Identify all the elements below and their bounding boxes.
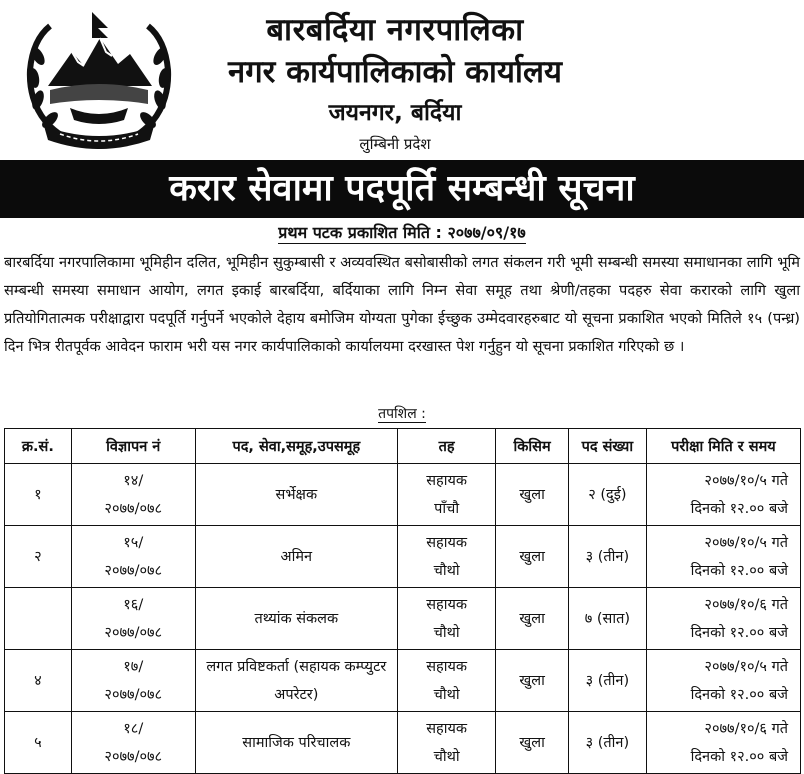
cell-serial: १ <box>5 464 72 526</box>
ad-number-line-1: १५/ <box>123 534 144 551</box>
cell-exam-date <box>646 464 800 526</box>
cell-post-count: ७ (सात) <box>568 588 646 650</box>
cell-level <box>397 464 495 526</box>
level-line-2: चौथो <box>433 624 460 641</box>
ad-number-line-2: २०७७/०७८ <box>104 686 163 703</box>
publication-date <box>0 222 804 244</box>
exam-time-line: दिनको १२.०० बजे <box>690 624 788 641</box>
cell-ad-number <box>71 712 195 774</box>
cell-post: लगत प्रविष्टकर्ता (सहायक कम्प्युटर अपरेटर) <box>195 650 397 712</box>
exam-date-line: २०७७/१०/६ गते <box>704 720 788 737</box>
cell-ad-number <box>71 588 195 650</box>
publication-date-text: प्रथम पटक प्रकाशित मिति : २०७७/०९/१७ <box>278 223 526 242</box>
exam-time-line: दिनको १२.०० बजे <box>690 686 788 703</box>
table-row <box>5 526 801 588</box>
office-address: जयनगर, बर्दिया <box>328 100 462 126</box>
table-header-row <box>5 429 801 464</box>
cell-post: अमिन <box>195 526 397 588</box>
cell-exam-date <box>646 588 800 650</box>
cell-post-count: ३ (तीन) <box>568 712 646 774</box>
cell-type: खुला <box>496 712 569 774</box>
cell-post: सर्भेक्षक <box>195 464 397 526</box>
exam-date-line: २०७७/१०/५ गते <box>704 534 788 551</box>
office-name: नगर कार्यपालिकाको कार्यालय <box>228 54 562 90</box>
exam-time-line: दिनको १२.०० बजे <box>690 500 788 517</box>
exam-date-line: २०७७/१०/६ गते <box>704 596 788 613</box>
municipality-name: बारबर्दिया नगरपालिका <box>266 12 524 48</box>
ad-number-line-2: २०७७/०७८ <box>104 748 163 765</box>
header-post: पद, सेवा,समूह,उपसमूह <box>195 429 397 464</box>
header-level: तह <box>397 429 495 464</box>
header-type: किसिम <box>496 429 569 464</box>
cell-post: सामाजिक परिचालक <box>195 712 397 774</box>
table-row <box>5 588 801 650</box>
cell-level <box>397 712 495 774</box>
cell-exam-date <box>646 526 800 588</box>
header-ad-number: विज्ञापन नं <box>71 429 195 464</box>
table-row <box>5 712 801 774</box>
ad-number-line-1: १६/ <box>123 596 144 613</box>
level-line-2: चौथो <box>433 686 460 703</box>
letterhead <box>0 0 804 160</box>
ad-number-line-2: २०७७/०७८ <box>104 624 163 641</box>
cell-type: खुला <box>496 464 569 526</box>
level-line-2: चौथो <box>433 562 460 579</box>
ad-number-line-1: १७/ <box>123 658 144 675</box>
cell-post-count: २ (दुई) <box>568 464 646 526</box>
cell-level <box>397 526 495 588</box>
province-name: लुम्बिनी प्रदेश <box>359 135 431 153</box>
header-post-count: पद संख्या <box>568 429 646 464</box>
cell-serial: ४ <box>5 650 72 712</box>
level-line-2: पाँचौ <box>434 500 460 517</box>
header-exam-date: परीक्षा मिति र समय <box>646 429 800 464</box>
level-line-1: सहायक <box>426 596 468 613</box>
table-row <box>5 464 801 526</box>
cell-type: खुला <box>496 588 569 650</box>
cell-post-count: ३ (तीन) <box>568 526 646 588</box>
level-line-1: सहायक <box>426 472 468 489</box>
cell-level <box>397 588 495 650</box>
cell-post: तथ्यांक संकलक <box>195 588 397 650</box>
cell-post-count: ३ (तीन) <box>568 650 646 712</box>
ad-number-line-1: १८/ <box>123 720 144 737</box>
exam-date-line: २०७७/१०/५ गते <box>704 658 788 675</box>
table-row <box>5 650 801 712</box>
cell-serial <box>5 588 72 650</box>
cell-exam-date <box>646 712 800 774</box>
level-line-1: सहायक <box>426 720 468 737</box>
cell-ad-number <box>71 526 195 588</box>
level-line-1: सहायक <box>426 534 468 551</box>
cell-ad-number <box>71 650 195 712</box>
cell-exam-date <box>646 650 800 712</box>
details-heading <box>0 404 804 424</box>
exam-time-line: दिनको १२.०० बजे <box>690 562 788 579</box>
header-serial: क्र.सं. <box>5 429 72 464</box>
cell-ad-number <box>71 464 195 526</box>
details-heading-text: तपशिल : <box>378 406 426 422</box>
nepal-government-emblem-icon <box>20 8 178 156</box>
ad-number-line-1: १४/ <box>123 472 144 489</box>
vacancy-table <box>4 428 801 774</box>
cell-type: खुला <box>496 526 569 588</box>
cell-level <box>397 650 495 712</box>
exam-time-line: दिनको १२.०० बजे <box>690 748 788 765</box>
level-line-2: चौथो <box>433 748 460 765</box>
cell-serial: २ <box>5 526 72 588</box>
cell-serial: ५ <box>5 712 72 774</box>
cell-type: खुला <box>496 650 569 712</box>
exam-date-line: २०७७/१०/५ गते <box>704 472 788 489</box>
notice-title-banner: करार सेवामा पदपूर्ति सम्बन्धी सूचना <box>0 160 804 218</box>
notice-body: बारबर्दिया नगरपालिकामा भूमिहीन दलित, भूमिहीन सुकुम्बासी र अव्यवस्थित बसोबासीको लगत संकलन गरी भूमी सम्बन्धी समस्या समाधानका लागि भूमि सम्बन्धी समस्या समाधान आयोग, लगत इकाई बारबर्दिया, बर्दियाका लागि निम्न सेवा समूह तथा श्रेणी/तहका पदहरु सेवा करारको लागि खुला प्रतियोगितात्मक परीक्षाद्वारा पदपूर्ति गर्नुपर्ने भएकोले देहाय बमोजिम योग्यता पुगेका ईच्छुक उम्मेदवारहरुबाट यो सूचना प्रकाशित भएको मितिले १५ (पन्ध्र) दिन भित्र रीतपूर्वक आवेदन फाराम भरी यस नगर कार्यपालिकाको कार्यालयमा दरखास्त पेश गर्नुहुन यो सूचना प्रकाशित गरिएको छ । <box>4 254 800 355</box>
ad-number-line-2: २०७७/०७८ <box>104 500 163 517</box>
level-line-1: सहायक <box>426 658 468 675</box>
ad-number-line-2: २०७७/०७८ <box>104 562 163 579</box>
